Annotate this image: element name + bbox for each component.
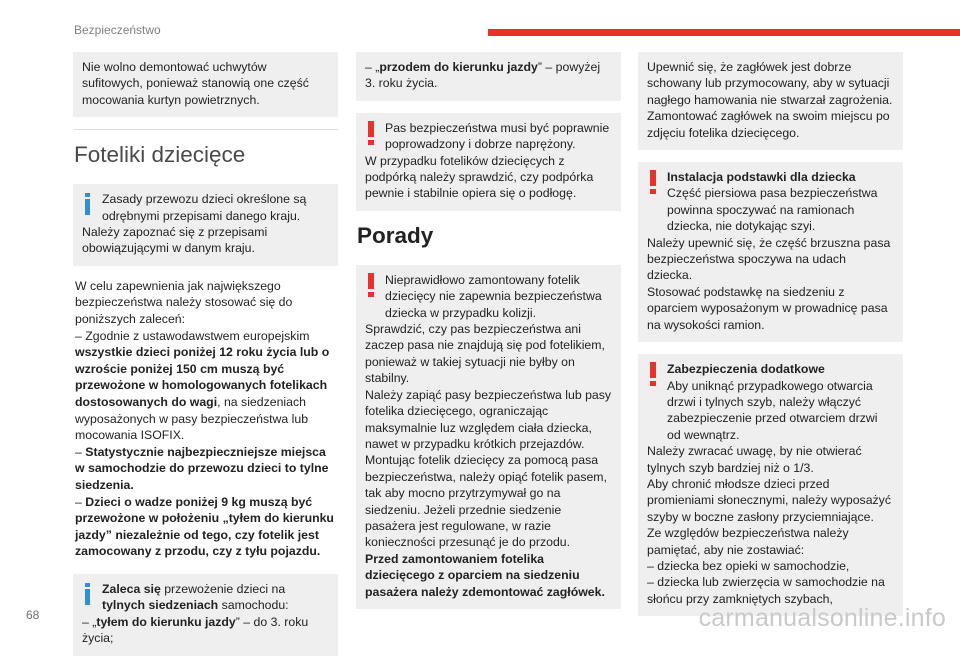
warning-paragraph-4: Przed zamontowaniem fotelika dziecięcego z oparciem na siedzeniu pasażera należy zdemontować zagłówek.: [365, 551, 605, 599]
warning-box-extra-safety: [638, 354, 903, 616]
section-header-title: Bezpieczeństwo: [74, 23, 161, 37]
warning-icon: [367, 273, 375, 297]
note-text: Nie wolno demontować uchwytów sufitowych, ponieważ stanowią one część mocowania kurtyn powietrznych.: [82, 60, 309, 107]
item-bold: Dzieci o wadze poniżej 9 kg muszą być przewożone w położeniu „tyłem do kierunku jazdy” niezależnie od tego, czy fotelik jest zamocowany z przodu, czy z tyłu pojazdu.: [75, 494, 334, 559]
warning-rest: W przypadku fotelików dziecięcych z podpórką należy sprawdzić, czy podpórka pewnie i stabilnie opiera się o podłogę.: [365, 153, 594, 201]
warning-box-installation: [356, 265, 621, 609]
item-bold: wszystkie dzieci poniżej 12 roku życia lub o wzroście poniżej 150 cm muszą być przewożone w homologowanych fotelikach dostosowanych do wagi: [75, 345, 330, 409]
info-box-country-rules: [73, 184, 338, 266]
recommendation-item-2: [75, 444, 336, 494]
warning-list-item-1: – dziecka bez opieki w samochodzie,: [647, 558, 850, 573]
info-rest: Należy zapoznać się z przepisami obowiązującymi w danym kraju.: [82, 225, 268, 256]
warning-lead: Nieprawidłowo zamontowany fotelik dziecięcy nie zapewnia bezpieczeństwa dziecka w przypadku kolizji.: [385, 272, 602, 320]
header-accent-bar: [488, 29, 960, 36]
warning-box-seatbelt: [356, 113, 621, 211]
item-bold: tyłem do kierunku jazdy: [96, 614, 236, 629]
column-3: [638, 52, 903, 628]
info-lead: Zasady przewozu dzieci określone są odrębnymi przepisami danego kraju.: [102, 192, 307, 223]
recommendations-paragraph: [73, 278, 338, 560]
recommendation-item-1: [75, 328, 336, 444]
item-bold: przodem do kierunku jazdy: [379, 60, 538, 74]
warning-icon: [367, 121, 375, 145]
warning-lead: Część piersiowa pasa bezpieczeństwa powinna spoczywać na ramionach dziecka, nie dotykając szyi.: [667, 186, 878, 234]
item-rest: ” – powyżej 3. roku życia.: [365, 60, 601, 91]
info-plain: przewożenie dzieci na: [160, 581, 286, 596]
info-bold: Zaleca się: [102, 581, 161, 596]
item-prefix: –: [75, 444, 86, 459]
info-box-rear-seats: [73, 574, 338, 656]
warning-paragraph-1: Należy upewnić się, że część brzuszna pasa bezpieczeństwa spoczywa na udach dziecka.: [647, 235, 891, 283]
note-box-headrest: [638, 52, 903, 150]
note-text: [365, 59, 612, 92]
item-prefix: – Zgodnie z ustawodawstwem europejskim: [75, 328, 310, 343]
item-rest: ” – do 3. roku życia;: [82, 614, 309, 646]
warning-icon: [649, 362, 657, 386]
warning-lead: Aby uniknąć przypadkowego otwarcia drzwi i tylnych szyb, należy włączyć zabezpieczenie przed otwarciem drzwi od wewnątrz.: [667, 378, 878, 442]
section-title-tips: Porady: [357, 222, 434, 248]
warning-paragraph-3: Montując fotelik dziecięcy za pomocą pasa bezpieczeństwa, należy opiąć fotelik pasem, tak aby mocno przytrzymywał go na siedzeniu. Jeżeli przednie siedzenie pasażera jest regulowane, w razie konieczności przesunąć je do przodu.: [365, 453, 607, 550]
recommendations-intro: W celu zapewnienia jak największego bezpieczeństwa należy stosować się do poniższych zaleceń:: [75, 278, 293, 327]
item-prefix: – „: [82, 614, 97, 629]
warning-title: Zabezpieczenia dodatkowe: [667, 362, 825, 377]
item-rest: , na siedzeniach wyposażonych w pasy bezpieczeństwa lub mocowania ISOFIX.: [75, 395, 309, 443]
warning-paragraph-1: Sprawdzić, czy pas bezpieczeństwa ani zaczep pasa nie znajdują się pod fotelikiem, ponieważ w takiej sytuacji nie byłby on stabilny.: [365, 322, 605, 386]
item-prefix: –: [75, 494, 86, 509]
warning-paragraph-1: Należy zwracać uwagę, by nie otwierać tylnych szyb bardziej niż o 1/3.: [647, 444, 862, 475]
info-icon: [83, 193, 92, 215]
warning-icon: [649, 170, 657, 194]
section-title-child-seats: Foteliki dziecięce: [74, 129, 338, 168]
warning-paragraph-2: Stosować podstawkę na siedzeniu z oparciem wyposażonym w prowadnicę pasa na wysokości ramion.: [647, 284, 888, 332]
warning-paragraph-2: Aby chronić młodsze dzieci przed promieniami słonecznymi, należy wyposażyć szyby w boczne zasłony przyciemniające.: [647, 476, 891, 524]
page-number: 68: [26, 608, 40, 622]
warning-lead: Pas bezpieczeństwa musi być poprawnie poprowadzony i dobrze naprężony.: [385, 120, 610, 152]
warning-paragraph-3: Ze względów bezpieczeństwa należy pamiętać, aby nie zostawiać:: [647, 526, 849, 557]
note-text: Upewnić się, że zagłówek jest dobrze schowany lub przymocowany, aby w sytuacji nagłego hamowania nie stwarzał zagrożenia. Zamontować zagłówek na swoim miejscu po zdjęciu fotelika dziecięcego.: [647, 60, 893, 140]
info-item-rear-facing: [82, 614, 329, 647]
info-lead: [102, 581, 329, 614]
warning-box-booster: [638, 162, 903, 342]
watermark: carmanualsonline.info: [698, 604, 946, 632]
warning-title: Instalacja podstawki dla dziecka: [667, 170, 856, 185]
recommendation-item-3: [75, 494, 336, 560]
item-prefix: – „: [365, 60, 380, 74]
item-bold: Statystycznie najbezpieczniejsze miejsca w samochodzie do przewozu dzieci to tylne siedzenia.: [75, 444, 329, 492]
info-bold: tylnych siedzeniach: [102, 598, 219, 613]
warning-list-item-2: – dziecka lub zwierzęcia w samochodzie na słońcu przy zamkniętych szybach,: [647, 575, 885, 606]
warning-paragraph-2: Należy zapiąć pasy bezpieczeństwa lub pasy fotelika dziecięcego, ograniczając maksymalnie luz względem ciała dziecka, nawet w przypadku krótkich przejazdów.: [365, 387, 612, 451]
note-box-ceiling-handles: [73, 52, 338, 117]
info-icon: [83, 583, 92, 605]
column-2: [356, 52, 621, 621]
note-box-forward-facing: [356, 52, 621, 101]
info-plain: samochodu:: [218, 598, 289, 613]
column-1: [73, 52, 338, 668]
